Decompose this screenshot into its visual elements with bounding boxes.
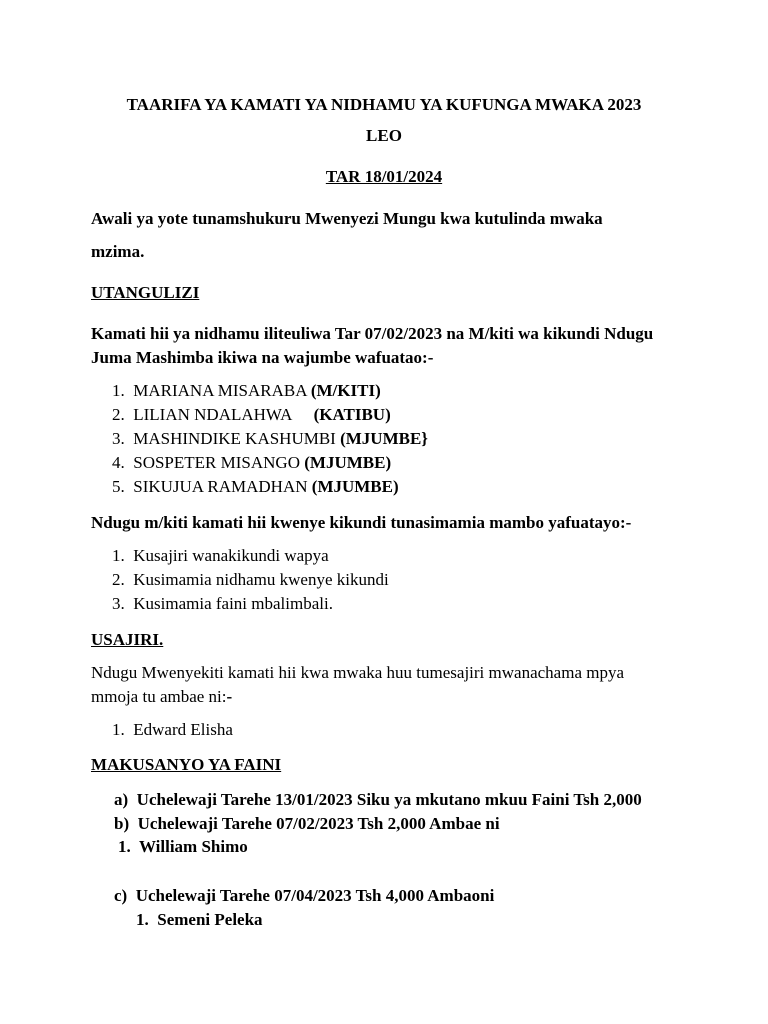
list-label: c)	[114, 886, 128, 905]
list-number: 1.	[136, 910, 149, 929]
member-name: SOSPETER MISANGO	[133, 453, 300, 472]
member-name: LILIAN NDALAHWA	[133, 405, 293, 424]
list-number: 1.	[112, 720, 125, 739]
member-name: MARIANA MISARABA	[133, 381, 307, 400]
usajiri-para-line-2	[91, 687, 232, 707]
fine-item-c	[114, 886, 494, 906]
duty-item	[112, 546, 329, 566]
member-item	[112, 477, 399, 497]
list-number: 1.	[118, 837, 131, 856]
fine-item-b	[114, 814, 500, 834]
usajiri-para-dash: -	[226, 687, 233, 706]
new-member-name: Edward Elisha	[133, 720, 233, 739]
report-date: TAR 18/01/2024	[325, 167, 443, 186]
list-number: 1.	[112, 546, 125, 565]
list-label: a)	[114, 790, 129, 809]
intro-line-1: Awali ya yote tunamshukuru Mwenyezi Mungu kwa kutulinda mwaka	[91, 209, 603, 228]
list-number: 3.	[112, 594, 125, 613]
duties-intro: Ndugu m/kiti kamati hii kwenye kikundi tunasimamia mambo yafuatayo:-	[91, 513, 632, 532]
member-role: (M/KITI)	[310, 381, 381, 400]
member-role: (MJUMBE)	[304, 453, 392, 472]
fine-person-item	[118, 837, 248, 857]
list-number: 4.	[112, 453, 125, 472]
fine-item-a	[114, 790, 642, 810]
fine-person-name: Semeni Peleka	[157, 910, 263, 929]
fine-text: Uchelewaji Tarehe 07/04/2023 Tsh 4,000 Ambaoni	[135, 886, 495, 905]
report-title-line2: LEO	[366, 126, 402, 145]
duty-item	[112, 594, 333, 614]
member-item	[112, 429, 428, 449]
fine-text: Uchelewaji Tarehe 07/02/2023 Tsh 2,000 Ambae ni	[137, 814, 500, 833]
intro-line-2: mzima.	[91, 242, 145, 261]
duty-text: Kusimamia faini mbalimbali.	[133, 594, 333, 613]
list-number: 3.	[112, 429, 125, 448]
member-name: SIKUJUA RAMADHAN	[133, 477, 308, 496]
member-role: (MJUMBE}	[340, 429, 428, 448]
heading-faini: MAKUSANYO YA FAINI	[91, 755, 282, 774]
usajiri-para-text: mmoja tu ambae ni:	[91, 687, 227, 706]
list-number: 5.	[112, 477, 125, 496]
utangulizi-para-line-1: Kamati hii ya nidhamu iliteuliwa Tar 07/02/2023 na M/kiti wa kikundi Ndugu	[91, 324, 654, 343]
heading-usajiri: USAJIRI.	[91, 630, 164, 649]
list-number: 1.	[112, 381, 125, 400]
report-title: TAARIFA YA KAMATI YA NIDHAMU YA KUFUNGA MWAKA 2023	[126, 95, 642, 114]
duty-text: Kusajiri wanakikundi wapya	[133, 546, 329, 565]
member-name: MASHINDIKE KASHUMBI	[133, 429, 336, 448]
fine-person-item	[136, 910, 263, 930]
duty-item	[112, 570, 389, 590]
member-role: (KATIBU)	[313, 405, 391, 424]
new-member-item	[112, 720, 233, 740]
list-number: 2.	[112, 570, 125, 589]
utangulizi-para-line-2: Juma Mashimba ikiwa na wajumbe wafuatao:-	[91, 348, 434, 367]
duty-text: Kusimamia nidhamu kwenye kikundi	[133, 570, 389, 589]
member-item	[112, 381, 381, 401]
member-role: (MJUMBE)	[311, 477, 399, 496]
usajiri-para-line-1: Ndugu Mwenyekiti kamati hii kwa mwaka huu tumesajiri mwanachama mpya	[91, 663, 625, 682]
list-label: b)	[114, 814, 130, 833]
member-item	[112, 453, 391, 473]
fine-text: Uchelewaji Tarehe 13/01/2023 Siku ya mkutano mkuu Faini Tsh 2,000	[136, 790, 642, 809]
member-item	[112, 405, 391, 425]
list-number: 2.	[112, 405, 125, 424]
heading-utangulizi: UTANGULIZI	[91, 283, 200, 302]
fine-person-name: William Shimo	[138, 837, 248, 856]
